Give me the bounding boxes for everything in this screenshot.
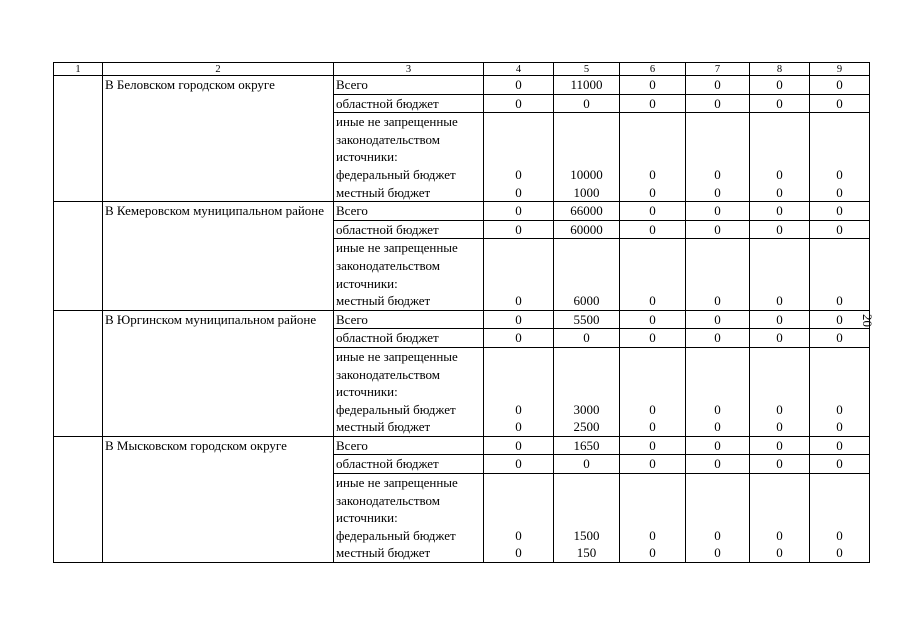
sources-intro-line: источники: (336, 149, 398, 165)
value-cell: 66000 (554, 202, 620, 221)
spacer (486, 275, 551, 293)
source-label: федеральный бюджет (336, 527, 456, 543)
row-label: областной бюджет (334, 220, 484, 239)
spacer (486, 366, 551, 384)
value-cell: 0 (810, 76, 870, 95)
column-header: 8 (750, 63, 810, 76)
source-value: 0 (776, 401, 783, 417)
value-cell: 0 (484, 455, 554, 474)
spacer (812, 492, 867, 510)
spacer (486, 509, 551, 527)
spacer (812, 348, 867, 366)
source-value: 0 (649, 184, 656, 200)
value-cell (554, 474, 620, 563)
sources-intro-line: источники: (336, 510, 398, 526)
sources-intro-line: иные не запрещенные (336, 348, 458, 364)
spacer (752, 257, 807, 275)
spacer (486, 131, 551, 149)
source-value: 0 (515, 184, 522, 200)
value-cell (484, 474, 554, 563)
source-label: федеральный бюджет (336, 166, 456, 182)
value-cell: 0 (810, 455, 870, 474)
value-cell: 0 (484, 436, 554, 455)
spacer (556, 474, 617, 492)
spacer (752, 239, 807, 257)
spacer (812, 148, 867, 166)
spacer (622, 509, 683, 527)
value-cell (554, 113, 620, 202)
value-cell: 0 (620, 202, 686, 221)
value-cell: 0 (810, 220, 870, 239)
source-value: 0 (714, 419, 721, 435)
source-value: 0 (776, 166, 783, 182)
value-cell: 0 (686, 76, 750, 95)
sources-intro-line: иные не запрещенные (336, 114, 458, 130)
value-cell: 0 (686, 94, 750, 113)
spacer (688, 348, 747, 366)
value-cell: 0 (686, 310, 750, 329)
district-name: В Мысковском городском округе (103, 436, 334, 562)
district-name: В Кемеровском муниципальном районе (103, 202, 334, 311)
spacer (812, 275, 867, 293)
value-cell: 1650 (554, 436, 620, 455)
value-cell: 0 (686, 455, 750, 474)
value-cell (620, 474, 686, 563)
value-cell: 0 (620, 310, 686, 329)
page-number: 20 (860, 314, 875, 327)
spacer (556, 148, 617, 166)
spacer (556, 383, 617, 401)
value-cell: 0 (554, 329, 620, 348)
spacer (556, 492, 617, 510)
value-cell: 0 (686, 436, 750, 455)
spacer (622, 257, 683, 275)
spacer (752, 492, 807, 510)
value-cell: 0 (750, 76, 810, 95)
column-number-row (54, 63, 870, 76)
row-label: областной бюджет (334, 455, 484, 474)
spacer (688, 366, 747, 384)
source-value: 0 (836, 545, 843, 561)
value-cell: 0 (750, 310, 810, 329)
value-cell (686, 113, 750, 202)
spacer (556, 509, 617, 527)
value-cell: 0 (484, 329, 554, 348)
spacer (622, 131, 683, 149)
source-value: 0 (649, 401, 656, 417)
source-value: 6000 (573, 293, 600, 309)
spacer (622, 148, 683, 166)
spacer (486, 239, 551, 257)
spacer (752, 113, 807, 131)
sources-cell (334, 347, 484, 436)
spacer (622, 492, 683, 510)
spacer (812, 131, 867, 149)
value-cell (554, 347, 620, 436)
spacer (486, 148, 551, 166)
value-cell: 0 (484, 202, 554, 221)
row-label: областной бюджет (334, 94, 484, 113)
spacer (622, 348, 683, 366)
value-cell: 0 (810, 436, 870, 455)
table-row (54, 76, 870, 95)
value-cell: 0 (620, 455, 686, 474)
source-label: местный бюджет (336, 184, 431, 200)
value-cell: 0 (620, 220, 686, 239)
value-cell: 0 (554, 455, 620, 474)
value-cell: 5500 (554, 310, 620, 329)
source-value: 0 (515, 419, 522, 435)
value-cell: 0 (810, 202, 870, 221)
source-value: 0 (776, 527, 783, 543)
table-header (54, 63, 870, 76)
spacer (812, 509, 867, 527)
row-number-cell (54, 310, 103, 436)
source-value: 0 (649, 545, 656, 561)
source-value: 150 (576, 545, 597, 561)
row-number-cell (54, 76, 103, 202)
value-cell: 0 (620, 436, 686, 455)
source-value: 0 (776, 419, 783, 435)
source-value: 1000 (573, 184, 600, 200)
row-label: Всего (334, 202, 484, 221)
value-cell: 0 (620, 94, 686, 113)
source-value: 0 (649, 527, 656, 543)
spacer (486, 383, 551, 401)
district-name: В Беловском городском округе (103, 76, 334, 202)
source-value: 10000 (570, 166, 603, 182)
value-cell: 0 (686, 329, 750, 348)
value-cell: 0 (620, 76, 686, 95)
value-cell (810, 239, 870, 310)
source-label: местный бюджет (336, 545, 431, 561)
row-label: областной бюджет (334, 329, 484, 348)
column-header: 7 (686, 63, 750, 76)
column-header: 5 (554, 63, 620, 76)
source-value: 2500 (573, 419, 600, 435)
spacer (812, 239, 867, 257)
source-value: 0 (776, 545, 783, 561)
source-value: 0 (515, 527, 522, 543)
source-value: 0 (515, 545, 522, 561)
value-cell: 0 (810, 329, 870, 348)
sources-intro-line: законодательством (336, 366, 441, 382)
column-header: 1 (54, 63, 103, 76)
value-cell: 0 (686, 220, 750, 239)
source-label: местный бюджет (336, 293, 431, 309)
value-cell: 0 (484, 220, 554, 239)
value-cell (750, 347, 810, 436)
sources-intro-line: законодательством (336, 131, 441, 147)
value-cell: 0 (750, 220, 810, 239)
source-value: 0 (515, 293, 522, 309)
value-cell (620, 239, 686, 310)
value-cell: 0 (750, 329, 810, 348)
value-cell (484, 347, 554, 436)
sources-intro-line: законодательством (336, 257, 441, 273)
value-cell (750, 113, 810, 202)
value-cell (620, 347, 686, 436)
spacer (688, 113, 747, 131)
spacer (688, 474, 747, 492)
spacer (556, 131, 617, 149)
value-cell: 0 (750, 94, 810, 113)
spacer (812, 366, 867, 384)
spacer (688, 275, 747, 293)
sources-cell (334, 239, 484, 310)
value-cell: 0 (484, 76, 554, 95)
value-cell (686, 474, 750, 563)
column-header: 6 (620, 63, 686, 76)
value-cell (484, 239, 554, 310)
value-cell: 0 (686, 202, 750, 221)
spacer (752, 383, 807, 401)
source-value: 0 (836, 419, 843, 435)
spacer (812, 257, 867, 275)
spacer (688, 492, 747, 510)
spacer (556, 366, 617, 384)
source-value: 1500 (573, 527, 600, 543)
spacer (812, 113, 867, 131)
spacer (752, 348, 807, 366)
value-cell: 0 (810, 310, 870, 329)
source-value: 0 (714, 545, 721, 561)
value-cell (750, 474, 810, 563)
sources-intro-line: законодательством (336, 492, 441, 508)
spacer (556, 239, 617, 257)
row-label: Всего (334, 436, 484, 455)
sources-cell (334, 474, 484, 563)
spacer (486, 348, 551, 366)
sources-intro-line: источники: (336, 275, 398, 291)
district-name: В Юргинском муниципальном районе (103, 310, 334, 436)
source-value: 0 (714, 166, 721, 182)
spacer (486, 257, 551, 275)
sources-cell (334, 113, 484, 202)
value-cell: 0 (554, 94, 620, 113)
table-row (54, 436, 870, 455)
source-value: 0 (714, 293, 721, 309)
table-body (54, 76, 870, 563)
spacer (622, 113, 683, 131)
source-value: 0 (776, 293, 783, 309)
column-header: 4 (484, 63, 554, 76)
spacer (486, 492, 551, 510)
spacer (486, 474, 551, 492)
budget-table (53, 62, 870, 563)
row-number-cell (54, 202, 103, 311)
value-cell: 60000 (554, 220, 620, 239)
spacer (752, 474, 807, 492)
row-label: Всего (334, 76, 484, 95)
column-header: 3 (334, 63, 484, 76)
value-cell: 0 (484, 310, 554, 329)
value-cell (620, 113, 686, 202)
source-value: 0 (714, 401, 721, 417)
column-header: 9 (810, 63, 870, 76)
source-value: 0 (649, 419, 656, 435)
spacer (688, 239, 747, 257)
value-cell: 0 (810, 94, 870, 113)
source-value: 0 (515, 401, 522, 417)
spacer (752, 509, 807, 527)
spacer (622, 366, 683, 384)
spacer (486, 113, 551, 131)
spacer (622, 474, 683, 492)
spacer (688, 383, 747, 401)
source-value: 0 (649, 166, 656, 182)
spacer (752, 275, 807, 293)
source-value: 0 (649, 293, 656, 309)
row-number-cell (54, 436, 103, 562)
spacer (622, 275, 683, 293)
table-row (54, 310, 870, 329)
spacer (556, 348, 617, 366)
spacer (622, 383, 683, 401)
spacer (556, 275, 617, 293)
sources-intro-line: иные не запрещенные (336, 240, 458, 256)
source-value: 0 (515, 166, 522, 182)
source-value: 0 (836, 166, 843, 182)
sources-intro-line: иные не запрещенные (336, 475, 458, 491)
spacer (812, 474, 867, 492)
value-cell (810, 474, 870, 563)
value-cell (484, 113, 554, 202)
value-cell (750, 239, 810, 310)
value-cell (810, 113, 870, 202)
value-cell: 0 (750, 455, 810, 474)
value-cell (554, 239, 620, 310)
value-cell: 11000 (554, 76, 620, 95)
row-label: Всего (334, 310, 484, 329)
value-cell (686, 347, 750, 436)
source-value: 0 (776, 184, 783, 200)
spacer (556, 257, 617, 275)
spacer (688, 509, 747, 527)
source-value: 0 (714, 184, 721, 200)
source-value: 0 (714, 527, 721, 543)
spacer (752, 131, 807, 149)
value-cell: 0 (750, 436, 810, 455)
value-cell: 0 (484, 94, 554, 113)
source-value: 3000 (573, 401, 600, 417)
source-value: 0 (836, 293, 843, 309)
spacer (688, 257, 747, 275)
spacer (688, 148, 747, 166)
value-cell (686, 239, 750, 310)
source-value: 0 (836, 184, 843, 200)
column-header: 2 (103, 63, 334, 76)
value-cell: 0 (620, 329, 686, 348)
source-label: местный бюджет (336, 419, 431, 435)
value-cell: 0 (750, 202, 810, 221)
source-value: 0 (836, 527, 843, 543)
table-row (54, 202, 870, 221)
spacer (622, 239, 683, 257)
sources-intro-line: источники: (336, 384, 398, 400)
source-label: федеральный бюджет (336, 401, 456, 417)
spacer (812, 383, 867, 401)
spacer (752, 148, 807, 166)
spacer (688, 131, 747, 149)
value-cell (810, 347, 870, 436)
spacer (556, 113, 617, 131)
source-value: 0 (836, 401, 843, 417)
spacer (752, 366, 807, 384)
